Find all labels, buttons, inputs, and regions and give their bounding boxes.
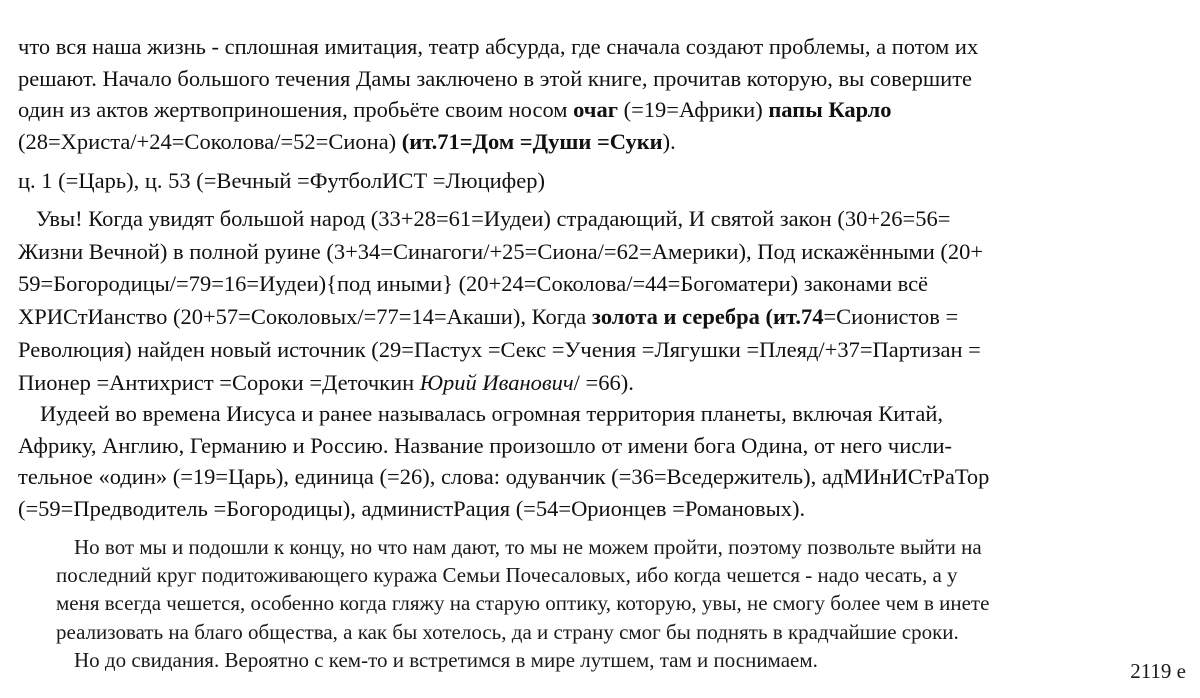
text-run: Увы! Когда увидят большой народ (33+28=61=Иудеи) страдающий, И святой закон (30+26=56= <box>36 206 951 231</box>
text-run: реализовать на благо общества, а как бы хотелось, да и страну смог бы поднять в крадчайшие сроки. <box>56 619 959 644</box>
text-run: / =66). <box>573 369 634 395</box>
text-line <box>18 167 545 195</box>
italic-text: Юрий Иванович <box>419 369 574 395</box>
text-line <box>18 268 983 301</box>
paragraph-judea <box>18 398 989 524</box>
text-run: последний круг подитоживающего куража Семьи Почесаловых, ибо когда чешется - надо чесать, а у <box>56 563 958 588</box>
text-line <box>18 31 978 63</box>
text-run: тельное «один» (=19=Царь), единица (=26), слова: одуванчик (=36=Вседержитель), адМИнИСтРаТор <box>18 464 990 489</box>
text-line <box>56 533 989 561</box>
text-run: ). <box>662 128 676 154</box>
text-run: Революция) найден новый источник (29=Пастух =Секс =Учения =Лягушки =Плеяд/+37=Партизан = <box>18 336 981 362</box>
text-run: один из актов жертвоприношения, пробьёте своим носом <box>18 97 574 122</box>
text-run: =Сионистов = <box>823 304 959 330</box>
text-run: Но до свидания. Вероятно с кем-то и встретимся в мире лутшем, там и поснимаем. <box>74 647 818 672</box>
text-run: Иудеей во времена Иисуса и ранее называлась огромная территория планеты, включая Китай, <box>40 401 944 426</box>
paragraph-closing <box>56 533 989 674</box>
text-run: что вся наша жизнь - сплошная имитация, театр абсурда, где сначала создают проблемы, а потом их <box>18 34 979 59</box>
text-run: (28=Христа/+24=Соколова/=52=Сиона) <box>18 128 402 154</box>
text-line <box>18 63 978 95</box>
page-number: 2119 е <box>1130 659 1186 683</box>
text-run: (=59=Предводитель =Богородицы), администРация (=54=Орионцев =Романовых). <box>18 495 806 521</box>
paragraph-intro <box>18 31 978 157</box>
text-line <box>18 430 989 462</box>
text-line <box>56 618 989 646</box>
text-line <box>18 493 989 525</box>
paragraph-citation <box>18 167 545 195</box>
text-run: Жизни Вечной) в полной руине (3+34=Синагоги/+25=Сиона/=62=Америки), Под искажёнными (20+ <box>18 238 984 264</box>
text-run: решают. Начало большого течения Дамы заключено в этой книге, прочитав которую, вы совершите <box>18 65 973 91</box>
text-line <box>56 561 989 589</box>
text-run: меня всегда чешется, особенно когда гляжу на старую оптику, которую, увы, не смогу более чем в инете <box>56 591 990 616</box>
text-line <box>18 398 989 430</box>
text-line <box>56 646 989 674</box>
bold-text: папы Карло <box>768 97 892 122</box>
text-run: (=19=Африки) <box>617 97 769 122</box>
text-line <box>18 94 978 126</box>
text-line <box>56 589 989 617</box>
text-run: Но вот мы и подошли к концу, но что нам дают, то мы не можем пройти, поэтому позвольте выйти на <box>74 535 982 559</box>
text-line <box>18 461 989 493</box>
text-run: 59=Богородицы/=79=16=Иудеи){под иными} (20+24=Соколова/=44=Богоматери) законами всё <box>18 271 929 297</box>
text-line <box>18 367 983 400</box>
text-line <box>18 334 983 367</box>
bold-text: очаг <box>573 97 618 122</box>
bold-text: золота и серебра (ит.74 <box>591 304 824 330</box>
bold-text: (ит.71=Дом =Души =Суки <box>401 128 663 154</box>
text-run: ХРИСтИанство (20+57=Соколовых/=77=14=Акаши), Когда <box>18 304 592 330</box>
text-line <box>18 203 983 236</box>
text-run: ц. 1 (=Царь), ц. 53 (=Вечный =ФутболИСТ =Люцифер) <box>18 168 545 193</box>
text-run: Африку, Англию, Германию и Россию. Название произошло от имени бога Одина, от него числи- <box>18 432 952 458</box>
text-run: Пионер =Антихрист =Сороки =Деточкин <box>18 369 420 395</box>
text-line <box>18 126 978 158</box>
text-line <box>18 301 983 334</box>
text-line <box>18 236 983 269</box>
paragraph-quote <box>18 203 983 399</box>
